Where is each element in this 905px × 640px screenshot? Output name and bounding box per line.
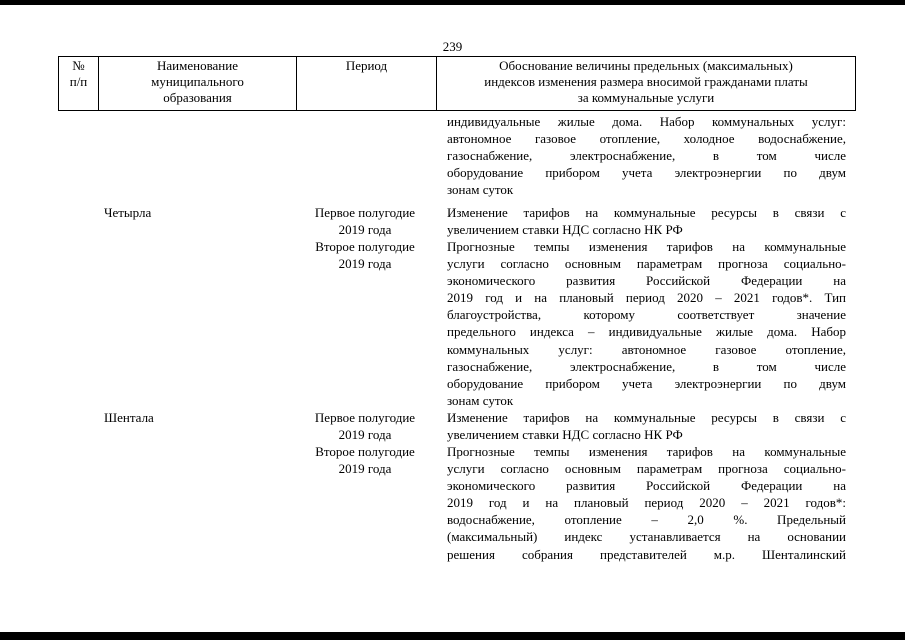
justification-forecast-chetyrla: Прогнозные темпы изменения тарифов на коммунальные услуги согласно основным параметрам прогноза социально- экономического развития Российской Федерации на 2019 год и на плановый период 2020 – 2021 годов*. Тип благоустройства, которому соответствует значение предельного индекса – индивидуальные жилые дома. Набор коммунальных услуг: автономное газовое отопление, газоснабжение, электроснабжение, в том числе оборудование прибором учета электроэнергии по двум зонам суток (447, 239, 846, 408)
period-second-half-shentala: Второе полугодие 2019 года (315, 444, 415, 476)
top-border (0, 0, 905, 5)
header-top-line (58, 56, 856, 57)
municipality-shentala: Шентала (104, 410, 154, 425)
header-bottom-line (58, 110, 856, 111)
bottom-border (0, 632, 905, 640)
period-second-half-chetyrla: Второе полугодие 2019 года (315, 239, 415, 271)
period-first-half-shentala: Первое полугодие 2019 года (314, 410, 416, 442)
header-number: № п/п (69, 58, 88, 89)
municipality-chetyrla: Четырла (104, 205, 152, 220)
justification-vat-chetyrla: Изменение тарифов на коммунальные ресурсы в связи с увеличением ставки НДС согласно НК РФ (447, 205, 846, 238)
header-period: Период (345, 58, 388, 73)
justification-vat-shentala: Изменение тарифов на коммунальные ресурсы в связи с увеличением ставки НДС согласно НК РФ (447, 410, 846, 443)
continuation-text: индивидуальные жилые дома. Набор коммунальных услуг: автономное газовое отопление, холодное водоснабжение, газоснабжение, электроснабжение, в том числе оборудование прибором учета электроэнергии по двум зонам суток (447, 114, 846, 198)
page-number: 239 (442, 39, 463, 54)
header-municipality: Наименование муниципального образования (151, 58, 244, 105)
header-justification: Обоснование величины предельных (максимальных) индексов изменения размера вносимой гражданами платы за коммунальные услуги (484, 58, 808, 105)
justification-forecast-shentala: Прогнозные темпы изменения тарифов на коммунальные услуги согласно основным параметрам прогноза социально- экономического развития Российской Федерации на 2019 год и на плановый период 2020 – 2021 годов*: водоснабжение, отопление – 2,0 %. Предельный (максимальный) индекс устанавливается на основании решения собрания представителей м.р. Шенталинский (447, 444, 846, 562)
header-divider-5 (855, 56, 856, 111)
period-first-half-chetyrla: Первое полугодие 2019 года (314, 205, 416, 237)
